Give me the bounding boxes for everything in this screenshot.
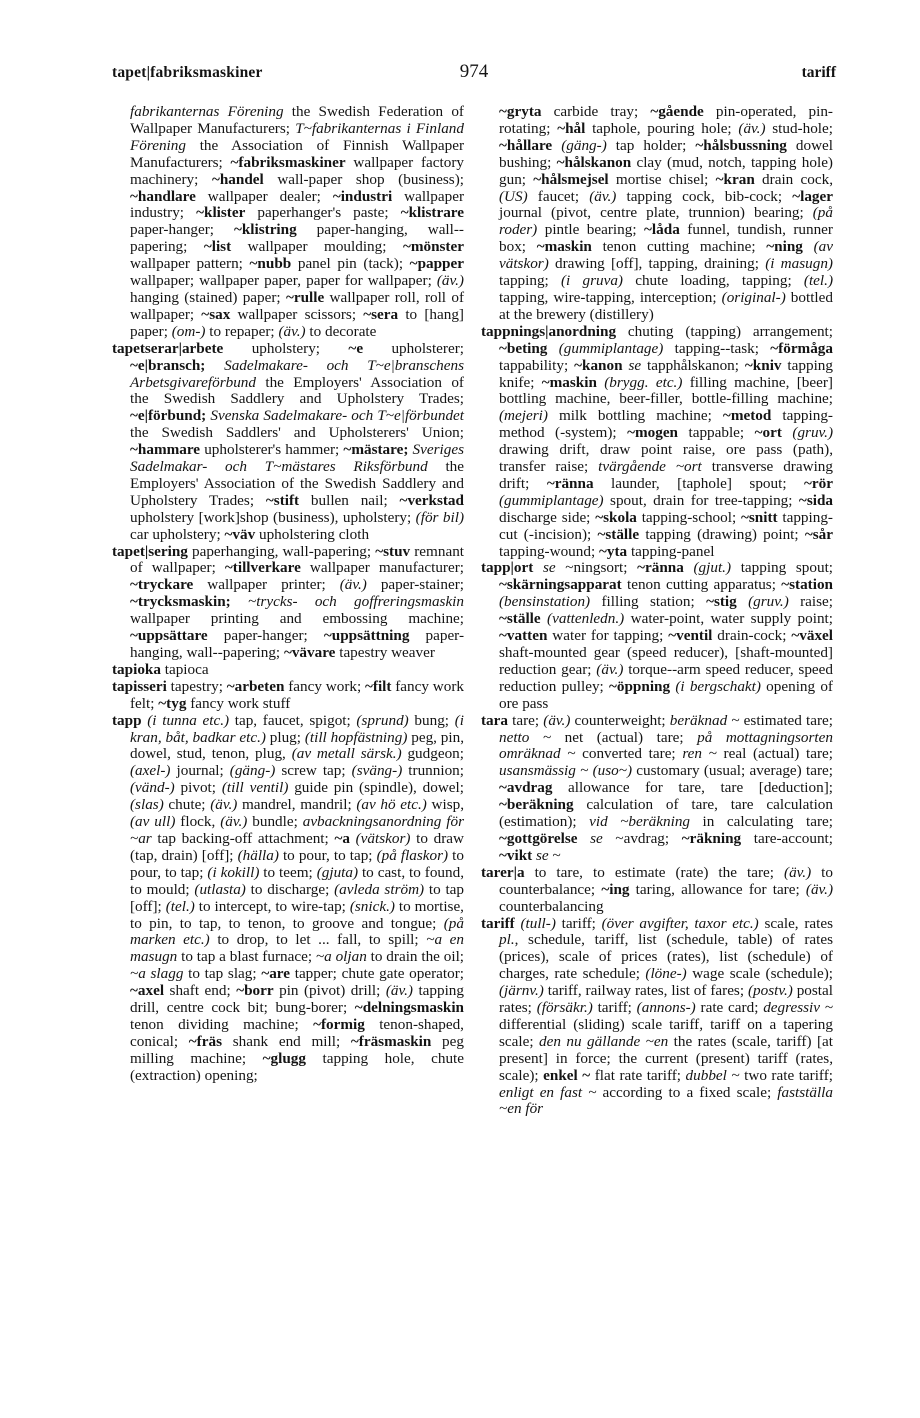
header-last-headword: tariff <box>801 64 836 81</box>
dictionary-entry: tappnings|anordning chuting (tapping) arrangement; ~beting (gummiplantage) tapping--task; ~förmåga tappability; ~kanon se tapphålskanon; ~kniv tapping knife; ~maskin (brygg. etc.) filling machine, [beer] bottling machine, beer-filler, bottle-filling machine; (mejeri) milk bottling machine; ~metod tapping-method (-system); ~mogen tappable; ~ort (gruv.) drawing drift, draw point raise, ore pass (path), transfer raise; tvärgående ~ort transverse drawing drift; ~ränna launder, [taphole] spout; ~rör (gummiplantage) spout, drain for tree-tapping; ~sida discharge side; ~skola tapping-school; ~snitt tapping-cut (-incision); ~ställe tapping (drawing) point; ~sår tapping-wound; ~yta tapping-panel <box>481 322 834 560</box>
dictionary-entry: tapet|sering paperhanging, wall-papering; ~stuv remnant of wallpaper; ~tillverkare wallpaper manufacturer; ~tryckare wallpaper printer; (äv.) paper-stainer; ~trycksmaskin; ~trycks- och goffreringsmaskin wallpaper printing and embossing machine; ~uppsättare paper-hanger; ~uppsättning paper-hanging, wall--papering; ~vävare tapestry weaver <box>112 542 465 661</box>
dictionary-entry: tarer|a to tare, to estimate (rate) the tare; (äv.) to counterbalance; ~ing taring, allowance for tare; (äv.) counterbalancing <box>481 863 834 915</box>
left-column <box>112 104 464 1085</box>
dictionary-entry: tapioka tapioca <box>112 660 209 678</box>
dictionary-entry: ~gryta carbide tray; ~gående pin-operated, pin-rotating; ~hål taphole, pouring hole; (äv.) stud-hole; ~hållare (gäng-) tap holder; ~hålsbussning dowel bushing; ~hålskanon clay (mud, notch, tapping hole) gun; ~hålsmejsel mortise chisel; ~kran drain cock, (US) faucet; (äv.) tapping cock, bib-cock; ~lager journal (pivot, centre plate, trunnion) bearing; (på roder) pintle bearing; ~låda funnel, tundish, runner box; ~maskin tenon cutting machine; ~ning (av vätskor) drawing [off], tapping, draining; (i masugn) tapping; (i gruva) chute loading, tapping; (tel.) tapping, wire-tapping, interception; (original-) bottled at the brewery (distillery) <box>499 103 834 323</box>
dictionary-entry: tara tare; (äv.) counterweight; beräknad ~ estimated tare; netto ~ net (actual) tare; på mottagningsorten omräknad ~ converted tare; ren ~ real (actual) tare; usansmässig ~ (uso~) customary (usual; average) tare; ~avdrag allowance for tare, tare [deduction]; ~beräkning calculation of tare, tare calculation (estimation); vid ~beräkning in calculating tare; ~gottgörelse se ~avdrag; ~räkning tare-account; ~vikt se ~ <box>481 711 833 864</box>
header-first-headword: tapet|fabriksmaskiner <box>112 64 263 81</box>
page-number: 974 <box>459 61 489 82</box>
dictionary-entry: tapp|ort se ~ningsort; ~ränna (gjut.) tapping spout; ~skärningsapparat tenon cutting apparatus; ~station (bensinstation) filling station; ~stig (gruv.) raise; ~ställe (vattenledn.) water-point, water supply point; ~vatten water for tapping; ~ventil drain-cock; ~växel shaft-mounted gear (speed reducer), [shaft-mounted] reduction gear; (äv.) torque--arm speed reducer, speed reduction pulley; ~öppning (i bergschakt) opening of ore pass <box>481 559 834 712</box>
right-column <box>481 104 833 1118</box>
page-header <box>112 61 836 92</box>
dictionary-entry: tapisseri tapestry; ~arbeten fancy work; ~filt fancy work felt; ~tyg fancy work stuff <box>112 677 464 712</box>
dictionary-entry: fabrikanternas Förening the Swedish Federation of Wallpaper Manufacturers; T~fabrikanternas i Finland Förening the Association of Finnish Wallpaper Manufacturers; ~fabriksmaskiner wallpaper factory machinery; ~handel wall-paper shop (business); ~handlare wallpaper dealer; ~industri wallpaper industry; ~klister paperhanger's paste; ~klistrare paper-hanger; ~klistring paper-hanging, wall--papering; ~list wallpaper moulding; ~mönster wallpaper pattern; ~nubb panel pin (tack); ~papper wallpaper; wallpaper paper, paper for wallpaper; (äv.) hanging (stained) paper; ~rulle wallpaper roll, roll of wallpaper; ~sax wallpaper scissors; ~sera to [hang] paper; (om-) to repaper; (äv.) to decorate <box>130 103 464 340</box>
dictionary-entry: tariff (tull-) tariff; (över avgifter, taxor etc.) scale, rates pl., schedule, tariff, list (schedule, table) of rates (prices), scale of prices (rates), list (schedule) of charges, rate schedule; (löne-) wage scale (schedule); (järnv.) tariff, railway rates, list of fares; (postv.) postal rates; (försäkr.) tariff; (annons-) rate card; degressiv ~ differential (sliding) scale tariff, tariff on a tapering scale; den nu gällande ~en the rates (scale, tariff) [at present] in force; the current (present) tariff (rates, scale); enkel ~ flat rate tariff; dubbel ~ two rate tariff; enligt en fast ~ according to a fixed scale; fastställa ~en för <box>481 914 834 1118</box>
dictionary-entry: tapp (i tunna etc.) tap, faucet, spigot; (sprund) bung; (i kran, båt, badkar etc.) plug; (till hopfästning) peg, pin, dowel, stud, tenon, plug, (av metall särsk.) gudgeon; (axel-) journal; (gäng-) screw tap; (sväng-) trunnion; (vänd-) pivot; (till ventil) guide pin (spindle), dowel; (slas) chute; (äv.) mandrel, mandril; (av hö etc.) wisp, (av ull) flock, (äv.) bundle; avbackningsanordning för ~ar tap backing-off attachment; ~a (vätskor) to draw (tap, drain) [off]; (hälla) to pour, to tap; (på flaskor) to pour, to tap; (i kokill) to teem; (gjuta) to cast, to found, to mould; (utlasta) to discharge; (avleda ström) to tap [off]; (tel.) to intercept, to wire-tap; (snick.) to mortise, to pin, to tap, to tenon, to groove and tongue; (på marken etc.) to drop, to let ... fall, to spill; ~a en masugn to tap a blast furnace; ~a oljan to drain the oil; ~a slagg to tap slag; ~are tapper; chute gate operator; ~axel shaft end; ~borr pin (pivot) drill; (äv.) tapping drill, centre cock bit; bung-borer; ~delningsmaskin tenon dividing machine; ~formig tenon-shaped, conical; ~fräs shank end mill; ~fräsmaskin peg milling machine; ~glugg tapping hole, chute (extraction) opening; <box>112 711 465 1084</box>
dictionary-entry: tapetserar|arbete upholstery; ~e upholsterer; ~e|bransch; Sadelmakare- och T~e|branschens Arbetsgivareförbund the Employers' Association of the Swedish Saddlery and Upholstery Trades; ~e|förbund; Svenska Sadelmakare- och T~e|förbundet the Swedish Saddlers' and Upholsterers' Union; ~hammare upholsterer's hammer; ~mästare; Sveriges Sadelmakar- och T~mästares Riksförbund the Employers' Association of the Swedish Saddlery and Upholstery Trades; ~stift bullen nail; ~verkstad upholstery [work]shop (business), upholstery; (för bil) car upholstery; ~väv upholstering cloth <box>112 339 464 543</box>
